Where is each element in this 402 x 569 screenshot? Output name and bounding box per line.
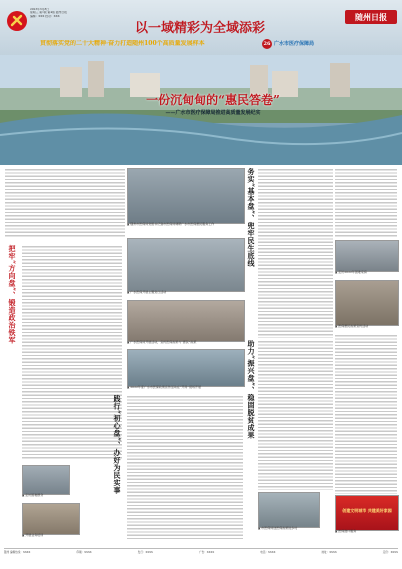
footer-divider <box>4 548 398 549</box>
footer <box>4 551 398 554</box>
photo-6 <box>22 503 80 535</box>
hero-subtitle: ——广水市医疗保障局推进高质量发展纪实 <box>165 110 261 116</box>
caption-4: ▲ 2022年度广水市医保政策宣传活动在“开局”现场开展 <box>127 385 201 389</box>
hero-title: 一份沉甸甸的“惠民答卷” <box>146 93 280 107</box>
photo-5 <box>22 465 70 495</box>
date-line-2: 星期三 第1版 第4版 随州日报 <box>30 11 67 15</box>
mid-body-3 <box>127 395 243 540</box>
newspaper-logo: 随州日报 <box>345 10 397 24</box>
badge-text: 广水市医疗保障局 <box>274 41 315 47</box>
caption-2: ▲ 广水医保开展主题党日活动 <box>127 290 167 294</box>
caption-3: ▲ 广水医保局开展活动，宣传医保政策与“惠民”政策 <box>127 340 197 344</box>
left-body-1 <box>22 245 122 460</box>
slogan-text: 创建文明城市 共建美好家园 <box>342 508 392 513</box>
mid-body-1 <box>258 168 333 338</box>
date-line-1: 2023年3月8日 <box>30 8 50 11</box>
section-head-mid-2: 助力“振兴盘”、稳固脱贫成果 <box>247 340 256 440</box>
photo-3 <box>127 300 245 342</box>
section-head-mid-3: 践行“初心盘”、办好为民实事 <box>113 395 122 495</box>
slogan-banner <box>335 495 399 531</box>
photo-4 <box>127 349 245 387</box>
right-body-1 <box>335 168 397 238</box>
subheadline: 贯彻落实党的二十大精神·奋力打造随州100个高质量发展样本 <box>40 40 205 47</box>
caption-9: ▲ 医保惠民政策宣传活动 <box>335 324 369 328</box>
photo-9 <box>335 280 399 326</box>
footer-item-6: 地址：XXXX <box>321 551 337 554</box>
section-head-mid-1: 务实“基本盘”、兜牢民生底线 <box>247 168 256 268</box>
caption-8: ▲ 走访2022年困难家庭 <box>335 270 367 274</box>
badge-number: 26 <box>263 41 271 47</box>
footer-item-4: 广告：XXXX <box>199 551 215 554</box>
footer-item-3: 发行：XXXX <box>137 551 153 554</box>
photo-7 <box>258 492 320 528</box>
footer-item-7: 定价：XXXX <box>382 551 398 554</box>
caption-1: ▲ 随州市医保局党组书记到市医保局调研广水市医保惠民服务工作 <box>127 222 215 226</box>
date-block <box>30 8 86 18</box>
party-emblem-icon <box>6 10 28 32</box>
section-head-left: 把牢“方向盘”、锻造政治铁军 <box>8 245 17 345</box>
footer-item-1: 随州 编辑热线：XXXX <box>4 551 31 554</box>
date-line-3: 编辑：XXX 校对：XXX <box>30 14 60 18</box>
headline: 以一域精彩为全域添彩 <box>134 21 265 36</box>
caption-5: ▲ 走访困难群众 <box>22 493 44 497</box>
photo-8 <box>335 240 399 272</box>
caption-7: ▲ 市医保局送医保政策进乡村 <box>258 526 298 530</box>
footer-item-2: 印刷：XXXX <box>76 551 92 554</box>
photo-1 <box>127 168 245 224</box>
intro-text <box>5 168 125 238</box>
photo-2 <box>127 238 245 292</box>
caption-6: ▲ 开展业务培训 <box>22 533 44 537</box>
caption-10: ▲ 医保窗口服务 <box>335 529 357 533</box>
mid-body-2 <box>258 340 333 490</box>
footer-item-5: 电话：XXXX <box>260 551 276 554</box>
right-body-2 <box>335 334 397 494</box>
